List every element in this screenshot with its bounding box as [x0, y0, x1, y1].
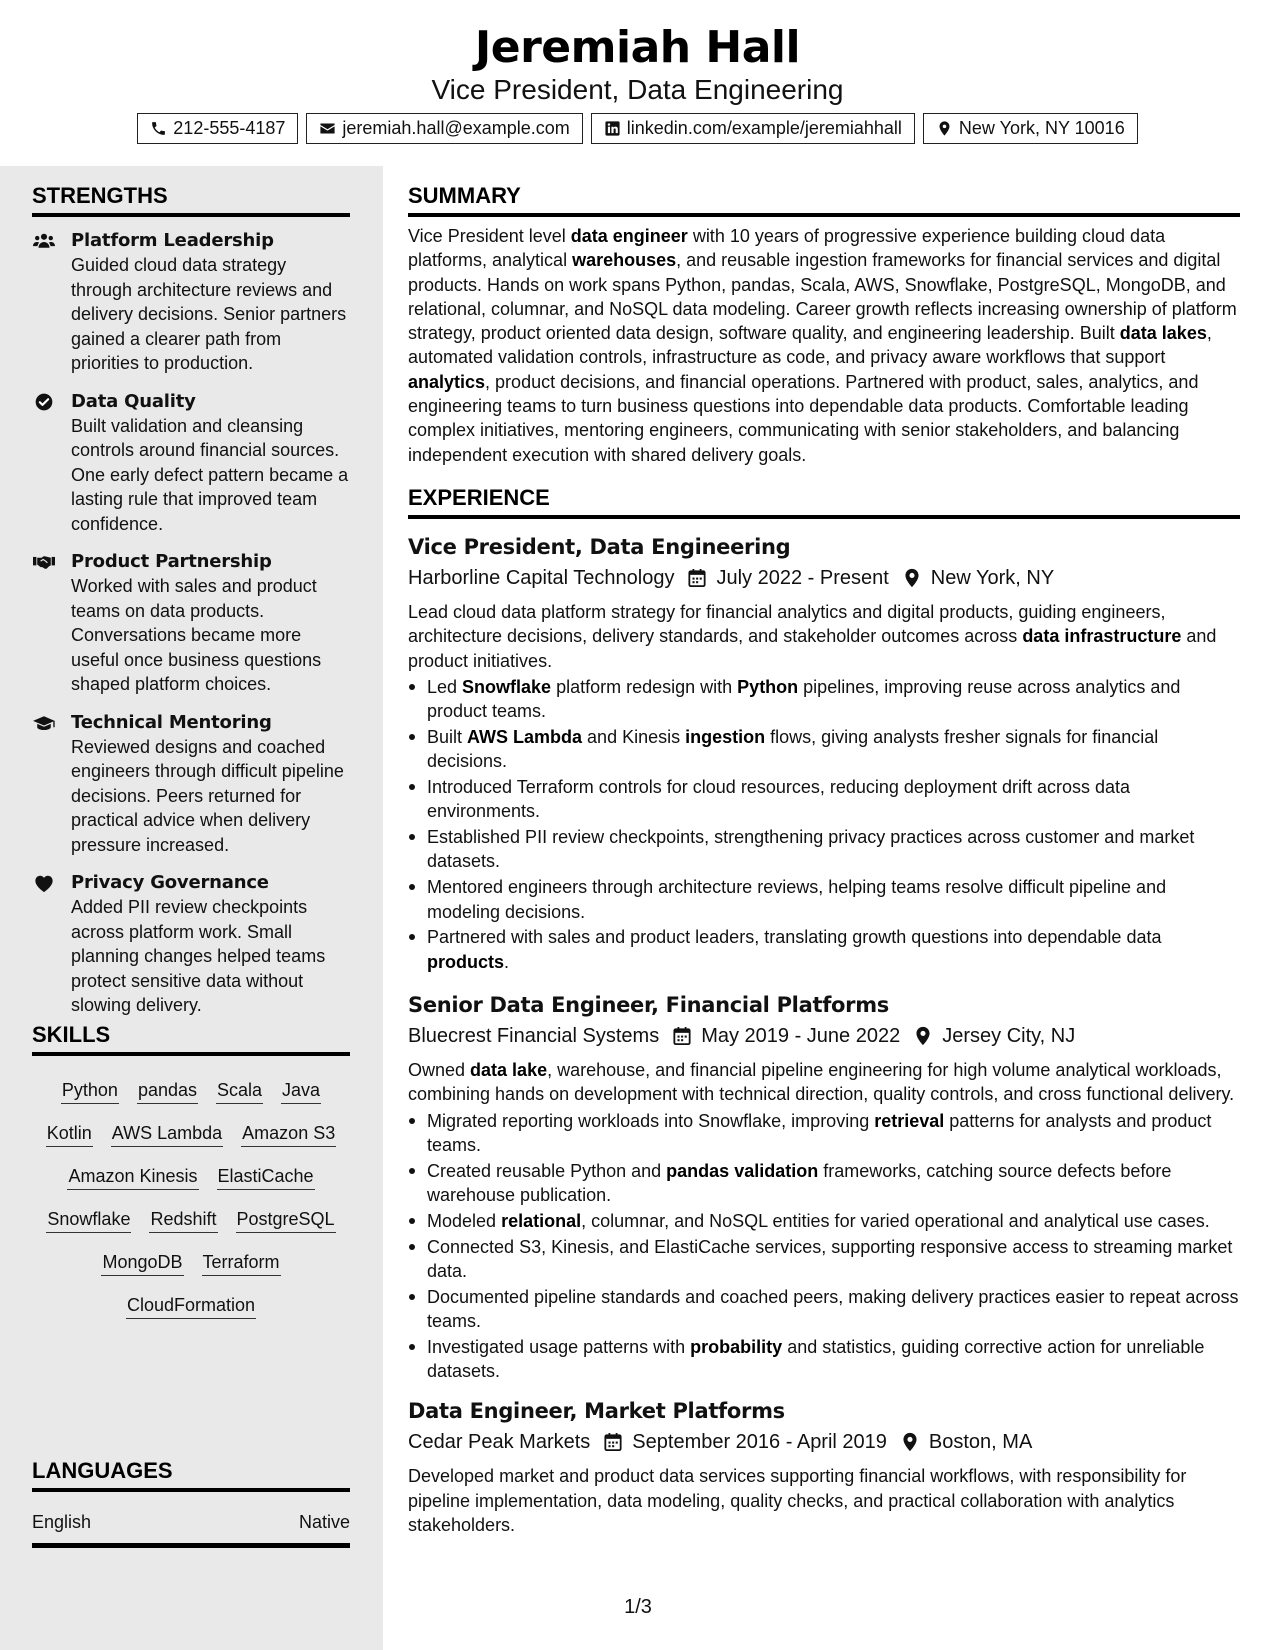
bold-keyword: data lakes [1119, 323, 1207, 344]
bold-keyword: Snowflake [462, 676, 552, 697]
language-name: English [32, 1512, 92, 1532]
bold-keyword: data infrastructure [1022, 626, 1182, 647]
users-icon [33, 231, 55, 251]
page-number: 1/3 [624, 1596, 652, 1618]
text-run: flows, giving analysts fresher signals for financial decisions. [427, 726, 1159, 772]
contact-location-text: New York, NY 10016 [958, 118, 1125, 138]
strength-desc: Built validation and cleansing controls around financial sources. One early defect pattern became a lasting rule that improved team confidence. [71, 415, 349, 534]
bold-keyword: AWS Lambda [467, 726, 583, 747]
job-description [408, 1058, 1240, 1107]
strength-title: Platform Leadership [71, 230, 274, 251]
bold-keyword: data lake [470, 1059, 548, 1080]
job-title: Vice President, Data Engineering [408, 535, 791, 559]
contact-email[interactable] [306, 113, 582, 144]
strength-desc: Worked with sales and product teams on data products. Conversations became more useful once business questions shaped platform choices. [71, 576, 322, 694]
text-run: and statistics, guiding corrective action for unreliable datasets. [427, 1336, 1205, 1382]
job-dates: September 2016 - April 2019 [632, 1431, 887, 1454]
strength-item [32, 870, 350, 1018]
experience-section [408, 483, 1240, 1537]
text-run: with 10 years of progressive experience building cloud data platforms, analytical [408, 226, 1166, 271]
main-content [383, 166, 1275, 1650]
skill-tag: pandas [137, 1077, 198, 1104]
summary-heading: SUMMARY [408, 181, 1240, 217]
graduation-cap-icon [33, 713, 55, 733]
language-level: Native [298, 1512, 350, 1532]
text-run: , columnar, and NoSQL entities for varied operational and analytical use cases. [581, 1210, 1210, 1231]
calendar-icon [673, 1026, 691, 1046]
job-company: Bluecrest Financial Systems [408, 1024, 660, 1047]
text-run: Led [427, 676, 463, 697]
text-run: Investigated usage patterns with [427, 1336, 691, 1357]
bullet-item [408, 1285, 1240, 1334]
bold-keyword: relational [501, 1210, 582, 1231]
strength-item [32, 710, 350, 858]
strengths-heading: STRENGTHS [32, 181, 350, 217]
bullet-item [408, 1235, 1240, 1284]
text-run: Established PII review checkpoints, strengthening privacy practices across customer and market datasets. [427, 827, 1195, 872]
calendar-icon [688, 568, 706, 588]
candidate-name: Jeremiah Hall [474, 22, 801, 73]
contact-location [923, 113, 1138, 144]
skill-tag: Scala [216, 1077, 263, 1104]
summary-section [408, 181, 1240, 467]
skill-tag: Redshift [149, 1206, 217, 1233]
text-run: Developed market and product data services supporting financial workflows, with responsibility for pipeline implementation, data modeling, quality checks, and practical collaboration with analytics stakeholders. [408, 1466, 1187, 1535]
strength-desc: Reviewed designs and coached engineers through difficult pipeline decisions. Peers returned for practical advice when delivery pressure increased. [71, 736, 344, 855]
text-run: and product initiatives. [408, 626, 1217, 671]
bullet-item [408, 825, 1240, 874]
map-pin-icon [903, 568, 921, 588]
text-run: Owned [408, 1059, 471, 1080]
contact-email-text: jeremiah.hall@example.com [342, 118, 570, 138]
text-run: pipelines, improving reuse across analytics and product teams. [427, 676, 1181, 722]
bold-keyword: pandas validation [666, 1160, 819, 1181]
bold-keyword: products [427, 951, 505, 972]
job-entry [408, 1397, 1240, 1537]
bold-keyword: probability [690, 1336, 783, 1357]
heart-icon [33, 873, 55, 893]
skills-list [32, 1068, 350, 1326]
text-run: , and reusable ingestion frameworks for financial services and digital products. Hands on work spans Python, pandas, Scala, AWS, Snowflake, PostgreSQL, MongoDB, and relational, columnar, and NoSQL data modeling. Career growth reflects increasing ownership of platform strategy, product oriented data design, software quality, and engineering leadership. Built [408, 250, 1237, 344]
bullet-item [408, 675, 1240, 724]
handshake-icon [33, 552, 55, 572]
text-run: Introduced Terraform controls for cloud resources, reducing deployment drift across data environments. [427, 777, 1131, 822]
text-run: Documented pipeline standards and coached peers, making delivery practices easier to repeat across teams. [427, 1286, 1239, 1331]
strength-item [32, 228, 350, 376]
text-run: Created reusable Python and [427, 1160, 667, 1181]
text-run: , automated validation controls, infrastructure as code, and privacy aware workflows that support [408, 323, 1212, 368]
contact-phone-text: 212-555-4187 [173, 118, 286, 138]
strength-desc: Added PII review checkpoints across platform work. Small planning changes helped teams protect sensitive data without slowing delivery. [71, 897, 326, 1015]
job-company: Cedar Peak Markets [408, 1431, 591, 1454]
map-pin-icon [901, 1432, 919, 1452]
strength-item [32, 549, 350, 697]
bullet-item [408, 1209, 1240, 1233]
strength-item [32, 389, 350, 537]
contact-linkedin[interactable] [591, 113, 915, 144]
bullet-item [408, 725, 1240, 774]
job-location: Jersey City, NJ [942, 1024, 1076, 1047]
text-run: . [504, 951, 510, 972]
phone-icon [150, 120, 167, 137]
skill-tag: Java [281, 1077, 321, 1104]
languages-section [32, 1456, 350, 1548]
text-run: platform redesign with [551, 676, 738, 697]
summary-text [408, 224, 1240, 467]
skills-section [32, 1020, 350, 1326]
job-entry [408, 533, 1240, 974]
bold-keyword: Python [737, 676, 799, 697]
linkedin-icon [604, 120, 621, 137]
strengths-section [32, 181, 350, 1018]
map-pin-icon [936, 120, 953, 137]
bullet-item [408, 875, 1240, 924]
map-pin-icon [914, 1026, 932, 1046]
skill-tag: PostgreSQL [236, 1206, 336, 1233]
text-run: Vice President level [408, 226, 571, 246]
job-dates: May 2019 - June 2022 [701, 1024, 901, 1047]
bullet-item [408, 1335, 1240, 1384]
job-title: Senior Data Engineer, Financial Platforms [408, 992, 889, 1017]
job-description [408, 600, 1240, 673]
contact-bar [0, 113, 1275, 144]
text-run: patterns for analysts and product teams. [427, 1110, 1212, 1155]
experience-heading: EXPERIENCE [408, 483, 1240, 519]
bold-keyword: warehouses [572, 250, 677, 271]
strength-title: Technical Mentoring [71, 711, 272, 733]
text-run: Partnered with sales and product leaders, translating growth questions into dependable data [427, 927, 1162, 948]
skill-tag: Kotlin [46, 1120, 93, 1147]
text-run: , warehouse, and financial pipeline engineering for high volume analytical workloads, combining hands on development with technical direction, quality controls, and cross functional delivery. [408, 1059, 1235, 1105]
skill-tag: ElastiCache [217, 1163, 315, 1190]
strength-desc: Guided cloud data strategy through architecture reviews and delivery decisions. Senior partners gained a clearer path from priorities to production. [71, 255, 347, 373]
text-run: Lead cloud data platform strategy for financial analytics and digital products, guiding engineers, architecture decisions, delivery standards, and stakeholder outcomes across [408, 602, 1166, 647]
bullet-item [408, 1109, 1240, 1158]
strength-title: Privacy Governance [71, 872, 269, 893]
text-run: and Kinesis [582, 726, 686, 747]
text-run: Mentored engineers through architecture reviews, helping teams resolve difficult pipeline and modeling decisions. [427, 877, 1167, 922]
job-description [408, 1464, 1240, 1537]
calendar-icon [604, 1432, 622, 1452]
skill-tag: MongoDB [101, 1249, 183, 1276]
contact-phone[interactable] [137, 113, 298, 144]
bold-keyword: retrieval [874, 1110, 945, 1131]
text-run: , product decisions, and financial operations. Partnered with product, sales, analytics, and engineering teams to turn business questions into dependable data products. Comfortable leading complex initiatives, mentoring engineers, communicating with senior stakeholders, and balancing independent execution with shared delivery goals. [408, 371, 1199, 465]
skill-tag: CloudFormation [126, 1292, 256, 1319]
candidate-title: Vice President, Data Engineering [431, 74, 844, 105]
job-entry [408, 991, 1240, 1383]
skill-tag: Terraform [202, 1249, 281, 1276]
sidebar [0, 166, 383, 1650]
job-location: Boston, MA [928, 1431, 1033, 1454]
envelope-icon [319, 120, 336, 137]
job-bullets [408, 675, 1240, 974]
strength-title: Product Partnership [71, 551, 272, 572]
text-run: frameworks, catching source defects before warehouse publication. [427, 1160, 1172, 1205]
text-run: Modeled [427, 1210, 502, 1231]
job-list [408, 533, 1240, 1537]
bold-keyword: ingestion [685, 726, 766, 747]
job-title: Data Engineer, Market Platforms [408, 1399, 785, 1424]
bold-keyword: analytics [408, 371, 486, 392]
text-run: Built [427, 726, 468, 747]
bold-keyword: data engineer [570, 226, 688, 246]
bullet-item [408, 1159, 1240, 1208]
text-run: Migrated reporting workloads into Snowflake, improving [427, 1110, 875, 1131]
bullet-item [408, 925, 1240, 974]
contact-linkedin-text: linkedin.com/example/jeremiahhall [626, 118, 902, 138]
job-bullets [408, 1109, 1240, 1384]
bullet-item [408, 775, 1240, 824]
skill-tag: Amazon S3 [241, 1120, 336, 1147]
job-location: New York, NY [930, 567, 1055, 589]
job-meta [408, 564, 1240, 592]
resume-header [0, 0, 1275, 166]
check-circle-icon [33, 392, 55, 412]
skill-tag: Amazon Kinesis [67, 1163, 198, 1190]
text-run: Connected S3, Kinesis, and ElastiCache services, supporting responsive access to streaming market data. [427, 1236, 1233, 1281]
languages-heading: LANGUAGES [32, 1456, 350, 1492]
job-meta [408, 1022, 1240, 1050]
skills-heading: SKILLS [32, 1020, 350, 1056]
language-row [32, 1509, 350, 1548]
job-company: Harborline Capital Technology [408, 567, 675, 589]
skill-tag: AWS Lambda [111, 1120, 223, 1147]
skill-tag: Snowflake [46, 1206, 131, 1233]
job-dates: July 2022 - Present [716, 567, 889, 589]
job-meta [408, 1428, 1240, 1456]
strength-title: Data Quality [71, 390, 196, 412]
skill-tag: Python [61, 1077, 119, 1104]
